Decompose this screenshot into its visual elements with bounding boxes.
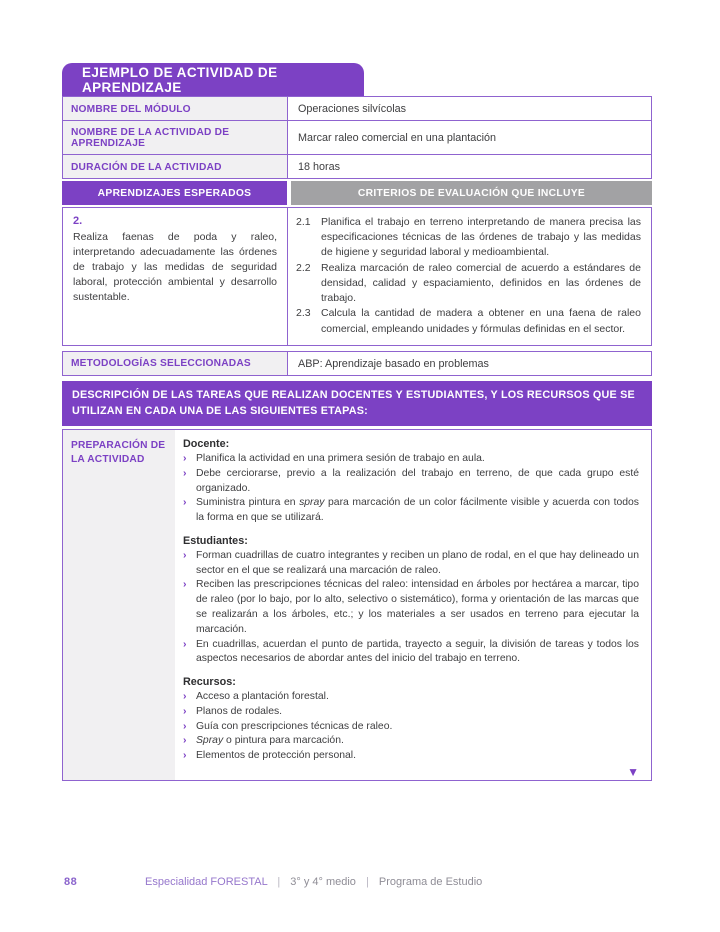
bullet-icon: ›: [183, 691, 187, 703]
footer-specialty: Especialidad FORESTAL: [145, 876, 268, 888]
students-task-item: [183, 638, 639, 668]
criteria-list: [296, 215, 641, 337]
item-text: Acceso a plantación forestal.: [196, 691, 329, 703]
item-text: Guía con prescripciones técnicas de raleo.: [196, 720, 393, 732]
item-text: En cuadrillas, acuerdan el punto de partida, trayecto a seguir, la división de tareas y todos los aspectos necesarios de abordar antes del inicio del trabajo en terreno.: [196, 638, 639, 665]
stage-content: [175, 430, 651, 780]
bullet-icon: ›: [183, 549, 187, 561]
item-text: Reciben las prescripciones técnicas del raleo: intensidad en árboles por hectárea a marcar, tipo de raleo (por lo bajo, por lo alto, selectivo o sistemático), forma y orientación de las marcas que se realizarán a los árboles, etc.; y los materiales a ser usados en terreno para ejecutar la marcación.: [196, 579, 639, 635]
methodology-label: METODOLOGÍAS SELECCIONADAS: [63, 352, 287, 375]
bullet-icon: ›: [183, 705, 187, 717]
table-row: [63, 154, 651, 178]
duration-value: 18 horas: [287, 155, 651, 178]
duration-label: DURACIÓN DE LA ACTIVIDAD: [63, 155, 287, 178]
students-heading: Estudiantes:: [183, 534, 248, 547]
page-footer: [64, 876, 654, 888]
criteria-item: [296, 306, 641, 336]
item-number: 2.2: [296, 261, 311, 274]
students-task-item: [183, 549, 639, 579]
bullet-icon: ›: [183, 735, 187, 747]
item-text: Spray o pintura para marcación.: [196, 735, 344, 747]
expected-learning-header: APRENDIZAJES ESPERADOS: [62, 181, 287, 205]
resource-item: [183, 734, 639, 749]
stage-label: PREPARACIÓN DE LA ACTIVIDAD: [63, 430, 175, 780]
item-number: 2.1: [296, 216, 311, 228]
bullet-icon: ›: [183, 497, 187, 509]
item-text: Planifica el trabajo en terreno interpretando de manera precisa las especificaciones técnicas de las órdenes de trabajo y las medidas de higiene y seguridad laboral y medioambiental.: [321, 216, 641, 259]
expected-learning-cell: [63, 208, 287, 345]
table-row: [63, 352, 651, 375]
module-info-table: [62, 96, 652, 179]
activity-preparation-table: [62, 429, 652, 781]
footer-separator: |: [277, 876, 281, 888]
methodology-value: ABP: Aprendizaje basado en problemas: [287, 352, 651, 375]
activity-name-value: Marcar raleo comercial en una plantación: [287, 121, 651, 154]
footer-meta: [145, 876, 482, 888]
teacher-task-item: [183, 496, 639, 526]
banner-title: EJEMPLO DE ACTIVIDAD DE APRENDIZAJE: [82, 64, 278, 95]
bullet-icon: ›: [183, 750, 187, 762]
teacher-task-item: [183, 467, 639, 497]
item-number: 2.3: [296, 307, 311, 320]
expected-learning-text: Realiza faenas de poda y raleo, interpretando adecuadamente las órdenes de trabajo y las medidas de seguridad laboral, protección ambiental y desarrollo sustentable.: [73, 231, 277, 303]
learning-table-header: [62, 181, 652, 205]
resources-heading: Recursos:: [183, 676, 236, 689]
item-text: Planos de rodales.: [196, 705, 283, 717]
learning-table-body: [62, 207, 652, 346]
item-text: Suministra pintura en spray para marcación de un color fácilmente visible y acuerda con todos la forma en que se utilizará.: [196, 497, 640, 524]
bullet-icon: ›: [183, 579, 187, 591]
item-text: Calcula la cantidad de madera a obtener en una faena de raleo comercial, empleando unidades y fórmulas definidas en el sector.: [321, 307, 641, 335]
table-row: [63, 120, 651, 154]
teacher-section: [183, 438, 639, 526]
resources-list: [183, 690, 639, 764]
module-name-value: Operaciones silvícolas: [287, 97, 651, 120]
resource-item: [183, 749, 639, 764]
expected-learning-number: 2.: [73, 215, 83, 227]
students-task-list: [183, 549, 639, 667]
teacher-task-item: [183, 452, 639, 467]
evaluation-criteria-cell: [287, 208, 651, 345]
methodology-table: [62, 351, 652, 376]
continuation-triangle-icon: ▼: [627, 764, 639, 779]
bullet-icon: ›: [183, 467, 187, 479]
bullet-icon: ›: [183, 720, 187, 732]
bullet-icon: ›: [183, 453, 187, 465]
resource-item: [183, 705, 639, 720]
item-text: Planifica la actividad en una primera sesión de trabajo en aula.: [196, 453, 485, 465]
tasks-description-banner: DESCRIPCIÓN DE LAS TAREAS QUE REALIZAN DOCENTES Y ESTUDIANTES, Y LOS RECURSOS QUE SE UTILIZAN EN CADA UNA DE LAS SIGUIENTES ETAPAS:: [62, 381, 652, 426]
criteria-item: [296, 215, 641, 261]
footer-program: Programa de Estudio: [378, 876, 483, 888]
table-row: [63, 97, 651, 120]
module-name-label: NOMBRE DEL MÓDULO: [63, 97, 287, 120]
page-number: 88: [64, 876, 78, 888]
criteria-item: [296, 261, 641, 307]
teacher-heading: Docente:: [183, 438, 230, 451]
students-section: [183, 535, 639, 667]
bullet-icon: ›: [183, 638, 187, 650]
document-page: [62, 63, 652, 781]
item-text: Realiza marcación de raleo comercial de acuerdo a estándares de densidad, calidad y espaciamiento, definidos en las órdenes de trabajo.: [321, 261, 641, 305]
students-task-item: [183, 578, 639, 637]
activity-example-banner: [62, 63, 364, 96]
item-text: Forman cuadrillas de cuatro integrantes y reciben un plano de rodal, en el que hay delineado un sector en el que se realizará una marcación de raleo.: [196, 549, 639, 576]
resource-item: [183, 720, 639, 735]
item-text: Elementos de protección personal.: [196, 750, 356, 762]
footer-separator: |: [366, 876, 369, 888]
footer-grade: 3° y 4° medio: [290, 876, 356, 888]
evaluation-criteria-header: CRITERIOS DE EVALUACIÓN QUE INCLUYE: [291, 181, 652, 205]
resources-section: [183, 676, 639, 764]
item-text: Debe cerciorarse, previo a la realización del trabajo en terreno, de que cada grupo esté organizado.: [196, 467, 639, 494]
resource-item: [183, 690, 639, 705]
activity-name-label: NOMBRE DE LA ACTIVIDAD DE APRENDIZAJE: [63, 121, 287, 154]
teacher-task-list: [183, 452, 639, 526]
